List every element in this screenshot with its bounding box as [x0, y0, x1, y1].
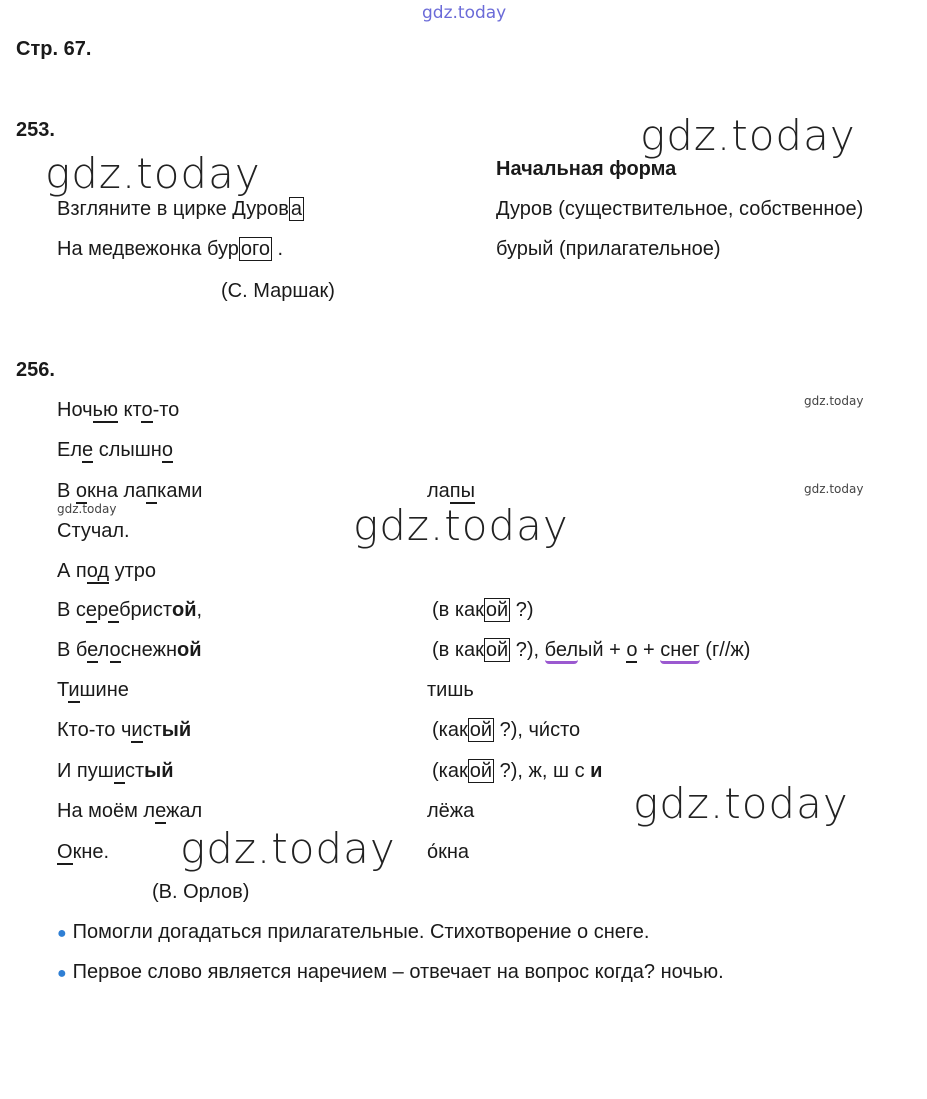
poem-line: Ночью кто-то [57, 399, 180, 421]
author: (В. Орлов) [152, 881, 250, 903]
check-word: (в как ой ?), белый + о + снег (г//ж) [432, 638, 750, 662]
page-number: Стр. 67. [16, 38, 92, 60]
check-word: о́кна [427, 841, 470, 863]
watermark-small: gdz.today [57, 502, 117, 516]
poem-line: В окна лапками [57, 480, 203, 502]
watermark-small: gdz.today [804, 394, 864, 408]
poem-line: Еле слышно [57, 439, 173, 461]
bullet-note: ● Первое слово является наречием – отвечает на вопрос когда? ночью. [57, 961, 724, 983]
initial-form: бурый (прилагательное) [496, 238, 721, 260]
poem-line: В белоснежной [57, 639, 202, 661]
exercise-number: 253. [16, 119, 55, 141]
check-word: лёжа [427, 800, 475, 822]
poem-line: Тишине [57, 679, 129, 701]
poem-line: В серебристой, [57, 599, 203, 621]
watermark-big: gdz.today [45, 149, 261, 198]
poem-line: На медвежонка бур ого . [57, 238, 284, 260]
initial-form: Дуров (существительное, собственное) [496, 198, 864, 220]
poem-line: Стучал. [57, 520, 130, 542]
watermark-small: gdz.today [804, 482, 864, 496]
check-word: (как ой ?), чи́сто [432, 719, 581, 741]
watermark-big: gdz.today [633, 779, 849, 828]
poem-line: А под утро [57, 560, 157, 582]
watermark-big: gdz.today [353, 501, 569, 550]
bullet-icon: ● [57, 965, 67, 982]
check-word: (как ой ?), ж, ш с и [432, 760, 603, 782]
poem-line: На моём лежал [57, 800, 203, 822]
poem-line: Кто-то чистый [57, 719, 192, 741]
check-word: тишь [427, 679, 474, 701]
form-header: Начальная форма [496, 158, 677, 180]
bullet-note: ● Помогли догадаться прилагательные. Стихотворение о снеге. [57, 921, 650, 943]
poem-line: Взгляните в цирке Дуров а [57, 198, 303, 220]
watermark-big: gdz.today [640, 111, 856, 160]
watermark-top: gdz.today [422, 3, 507, 23]
author: (С. Маршак) [221, 280, 335, 302]
check-word: (в как ой ?) [432, 599, 534, 621]
poem-line: И пушистый [57, 760, 174, 782]
exercise-number: 256. [16, 359, 55, 381]
watermark-big: gdz.today [180, 824, 396, 873]
poem-line: Окне. [57, 841, 110, 863]
check-word: лапы [427, 480, 476, 502]
bullet-icon: ● [57, 925, 67, 942]
